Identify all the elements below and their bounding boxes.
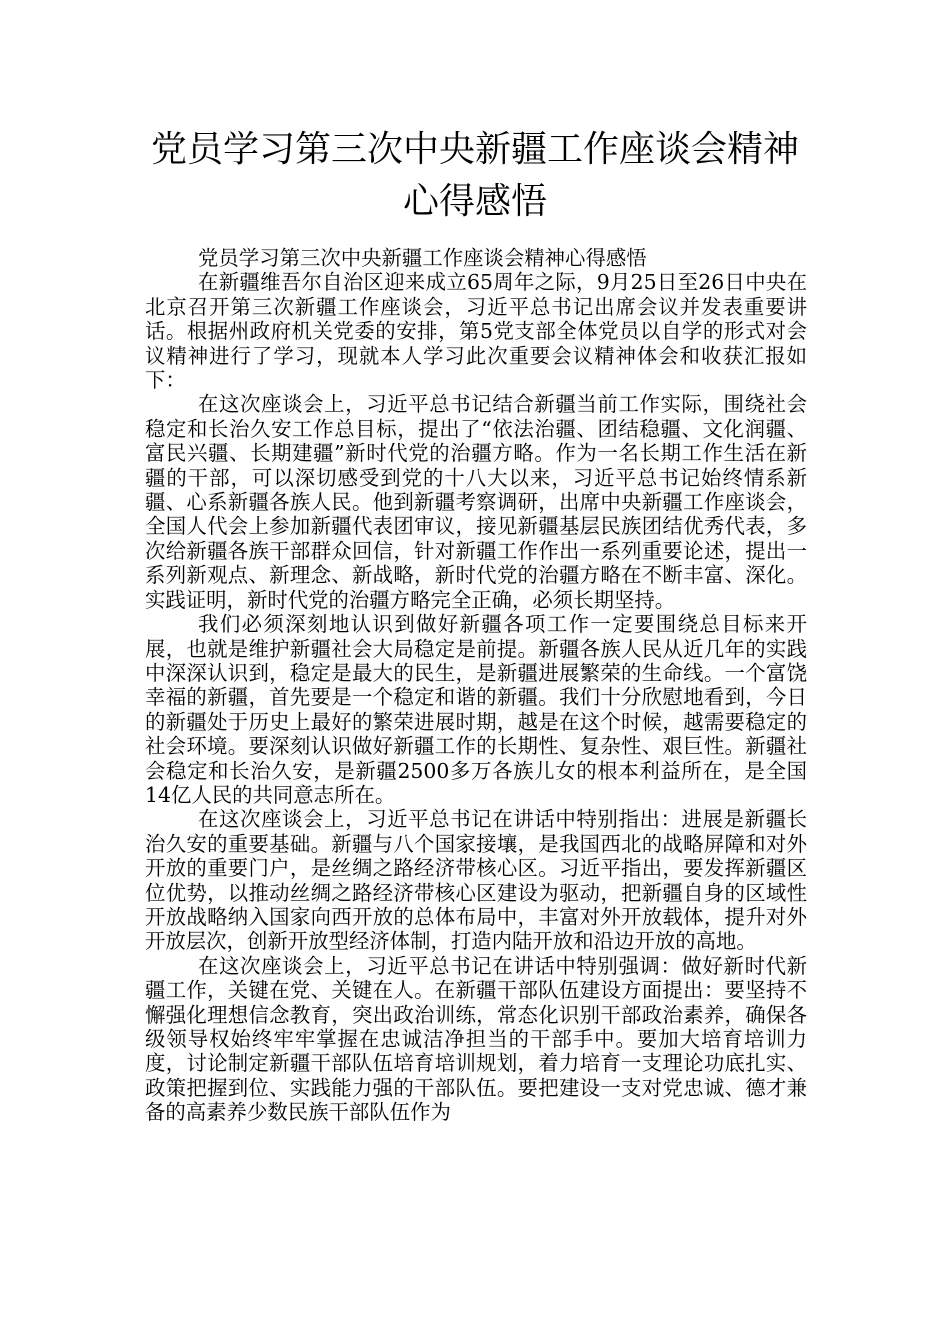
paragraph-intro: 在新疆维吾尔自治区迎来成立65周年之际，9月25日至26日中央在北京召开第三次新疆工作座谈会，习近平总书记出席会议并发表重要讲话。根据州政府机关党委的安排，第5党支部全体党员以自学的形式对会议精神进行了学习，现就本人学习此次重要会议精神体会和收获汇报如下：: [145, 270, 807, 393]
document-title: 党员学习第三次中央新疆工作座谈会精神心得感悟: [150, 129, 799, 222]
paragraph-strategy: 在这次座谈会上，习近平总书记结合新疆当前工作实际，围绕社会稳定和长治久安工作总目标，提出了“依法治疆、团结稳疆、文化润疆、富民兴疆、长期建疆”新时代党的治疆方略。作为一名长期工作生活在新疆的干部，可以深切感受到党的十八大以来，习近平总书记始终情系新疆、心系新疆各族人民。他到新疆考察调研，出席中央新疆工作座谈会，全国人代会上参加新疆代表团审议，接见新疆基层民族团结优秀代表，多次给新疆各族干部群众回信，针对新疆工作作出一系列重要论述，提出一系列新观点、新理念、新战略，新时代党的治疆方略在不断丰富、深化。实践证明，新时代党的治疆方略完全正确，必须长期坚持。: [145, 392, 807, 612]
paragraph-stability: 我们必须深刻地认识到做好新疆各项工作一定要围绕总目标来开展，也就是维护新疆社会大局稳定是前提。新疆各族人民从近几年的实践中深深认识到，稳定是最大的民生，是新疆进展繁荣的生命线。一个富饶幸福的新疆，首先要是一个稳定和谐的新疆。我们十分欣慰地看到，今日的新疆处于历史上最好的繁荣进展时期，越是在这个时候，越需要稳定的社会环境。要深刻认识做好新疆工作的长期性、复杂性、艰巨性。新疆社会稳定和长治久安，是新疆2500多万各族儿女的根本利益所在，是全国14亿人民的共同意志所在。: [145, 612, 807, 807]
paragraph-subtitle: 党员学习第三次中央新疆工作座谈会精神心得感悟: [198, 246, 647, 270]
document-body: [145, 246, 807, 1125]
paragraph-cadres: 在这次座谈会上，习近平总书记在讲话中特别强调：做好新时代新疆工作，关键在党、关键在人。在新疆干部队伍建设方面提出：要坚持不懈强化理想信念教育，突出政治训练，常态化识别干部政治素养，确保各级领导权始终牢牢掌握在忠诚洁净担当的干部手中。要加大培育培训力度，讨论制定新疆干部队伍培育培训规划，着力培育一支理论功底扎实、政策把握到位、实践能力强的干部队伍。要把建设一支对党忠诚、德才兼备的高素养少数民族干部队伍作为: [145, 953, 807, 1125]
paragraph-development: 在这次座谈会上，习近平总书记在讲话中特别指出：进展是新疆长治久安的重要基础。新疆与八个国家接壤，是我国西北的战略屏障和对外开放的重要门户，是丝绸之路经济带核心区。习近平指出，要发挥新疆区位优势，以推动丝绸之路经济带核心区建设为驱动，把新疆自身的区域性开放战略纳入国家向西开放的总体布局中，丰富对外开放载体，提升对外开放层次，创新开放型经济体制，打造内陆开放和沿边开放的高地。: [145, 807, 807, 954]
